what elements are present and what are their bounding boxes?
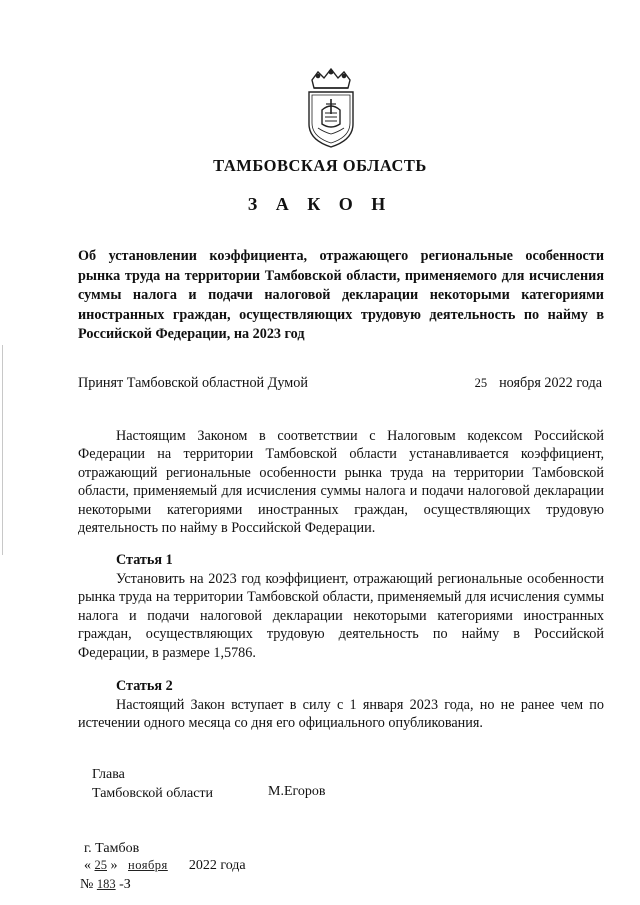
signatory-title (92, 765, 213, 803)
adoption-month-year: ноября 2022 года (499, 375, 602, 391)
number-suffix: -З (119, 877, 131, 892)
region-heading: ТАМБОВСКАЯ ОБЛАСТЬ (213, 156, 427, 175)
article-2-heading: Статья 2 (116, 678, 173, 694)
signatory-title-line-2: Тамбовской области (92, 786, 214, 801)
article-1-heading: Статья 1 (116, 552, 173, 568)
scan-edge-line (2, 345, 3, 555)
signing-place: г. Тамбов (84, 841, 140, 856)
article-1-text: Установить на 2023 год коэффициент, отражающий региональные особенности рынка труда на территории Тамбовской области, применяемый для исчисления суммы налога и подачи налоговой декларации некоторыми категориями иностранных граждан, осуществляющих трудовую деятельность по найму в Российской Федерации, в размере 1,5786. (78, 571, 604, 661)
signatory-name: М.Егоров (268, 784, 326, 799)
adoption-date (475, 375, 602, 392)
law-title: Об установлении коэффициента, отражающего региональные особенности рынка труда на территории Тамбовской области, применяемого для исчисления суммы налога и подачи налоговой декларации некоторыми категориями иностранных граждан, осуществляющих трудовую деятельность по найму в Российской Федерации, на 2023 год (78, 248, 604, 343)
quote-open: « (84, 858, 91, 873)
adoption-day: 25 (474, 376, 488, 390)
adopted-by-text: Принят Тамбовской областной Думой (78, 375, 308, 391)
preamble-paragraph: Настоящим Законом в соответствии с Налоговым кодексом Российской Федерации на территории Тамбовской области устанавливается коэффициент, отражающий региональные особенности рынка труда на территории Тамбовской области, применяемый для исчисления суммы налога и подачи налоговой декларации некоторыми категориями иностранных граждан, осуществляющих трудовую деятельность по найму в Российской Федерации. (78, 428, 604, 537)
number-prefix: № (80, 877, 94, 892)
tambov-coat-of-arms-icon (302, 66, 360, 150)
signing-month-handwritten: ноября (128, 858, 168, 872)
document-type-heading: З А К О Н (247, 194, 393, 214)
signing-day-handwritten: 25 (94, 858, 107, 872)
signatory-title-line-1: Глава (92, 767, 125, 782)
signing-date (84, 858, 246, 874)
law-number-handwritten: 183 (96, 877, 116, 891)
quote-close: » (110, 858, 118, 873)
law-number (80, 877, 131, 893)
signing-year: 2022 года (188, 858, 246, 873)
article-2-text: Настоящий Закон вступает в силу с 1 января 2023 года, но не ранее чем по истечении одного месяца со дня его официального опубликования. (78, 697, 604, 732)
